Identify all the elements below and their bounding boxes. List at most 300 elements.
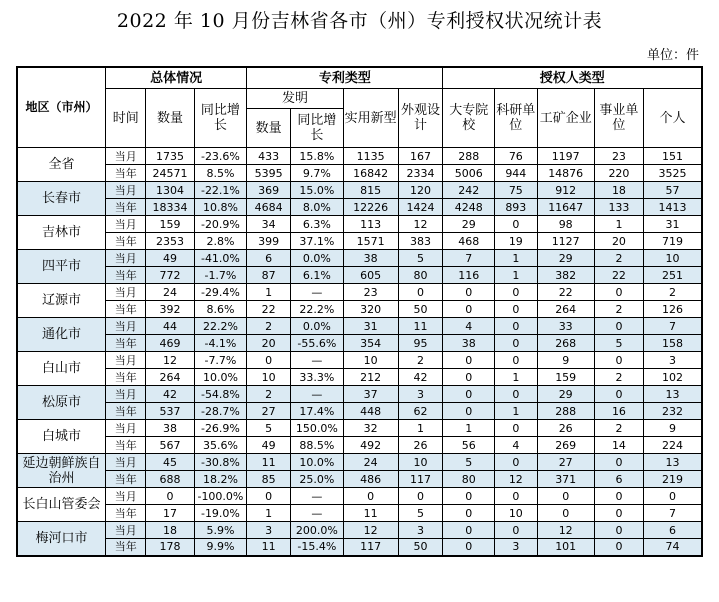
univ-cell: 0 bbox=[443, 505, 495, 522]
industry-cell: 27 bbox=[537, 454, 594, 471]
table-row bbox=[17, 165, 702, 182]
individual-cell: 10 bbox=[644, 250, 702, 267]
inv-count-cell: 20 bbox=[247, 335, 291, 352]
industry-cell: 159 bbox=[537, 369, 594, 386]
header-univ: 大专院校 bbox=[443, 89, 495, 148]
univ-cell: 0 bbox=[443, 386, 495, 403]
period-cell: 当年 bbox=[106, 505, 146, 522]
region-cell: 白城市 bbox=[17, 420, 106, 454]
header-count: 数量 bbox=[146, 89, 194, 148]
count-cell: 772 bbox=[146, 267, 194, 284]
industry-cell: 26 bbox=[537, 420, 594, 437]
public-cell: 6 bbox=[594, 471, 643, 488]
public-cell: 20 bbox=[594, 233, 643, 250]
design-cell: 95 bbox=[398, 335, 443, 352]
research-cell: 0 bbox=[495, 318, 538, 335]
period-cell: 当年 bbox=[106, 335, 146, 352]
design-cell: 12 bbox=[398, 216, 443, 233]
count-cell: 18334 bbox=[146, 199, 194, 216]
yoy-cell: -100.0% bbox=[194, 488, 247, 505]
inv-count-cell: 27 bbox=[247, 403, 291, 420]
public-cell: 1 bbox=[594, 216, 643, 233]
period-cell: 当月 bbox=[106, 284, 146, 301]
univ-cell: 0 bbox=[443, 403, 495, 420]
inv-yoy-cell: 0.0% bbox=[291, 250, 344, 267]
inv-count-cell: 5395 bbox=[247, 165, 291, 182]
univ-cell: 116 bbox=[443, 267, 495, 284]
design-cell: 2 bbox=[398, 352, 443, 369]
individual-cell: 3525 bbox=[644, 165, 702, 182]
industry-cell: 22 bbox=[537, 284, 594, 301]
research-cell: 4 bbox=[495, 437, 538, 454]
region-cell: 全省 bbox=[17, 148, 106, 182]
design-cell: 10 bbox=[398, 454, 443, 471]
header-industry: 工矿企业 bbox=[537, 89, 594, 148]
header-public: 事业单位 bbox=[594, 89, 643, 148]
research-cell: 1 bbox=[495, 369, 538, 386]
individual-cell: 219 bbox=[644, 471, 702, 488]
inv-yoy-cell: 8.0% bbox=[291, 199, 344, 216]
industry-cell: 33 bbox=[537, 318, 594, 335]
table-row bbox=[17, 199, 702, 216]
header-patent-type: 专利类型 bbox=[247, 67, 443, 89]
public-cell: 0 bbox=[594, 539, 643, 556]
public-cell: 0 bbox=[594, 522, 643, 539]
table-row bbox=[17, 522, 702, 539]
yoy-cell: -28.7% bbox=[194, 403, 247, 420]
header-inv-count: 数量 bbox=[247, 109, 291, 148]
header-inv-yoy: 同比增长 bbox=[291, 109, 344, 148]
period-cell: 当月 bbox=[106, 522, 146, 539]
inv-yoy-cell: 17.4% bbox=[291, 403, 344, 420]
header-invention: 发明 bbox=[247, 89, 343, 109]
count-cell: 42 bbox=[146, 386, 194, 403]
table-row bbox=[17, 352, 702, 369]
inv-count-cell: 0 bbox=[247, 352, 291, 369]
univ-cell: 5 bbox=[443, 454, 495, 471]
industry-cell: 29 bbox=[537, 250, 594, 267]
individual-cell: 7 bbox=[644, 318, 702, 335]
region-cell: 四平市 bbox=[17, 250, 106, 284]
utility-cell: 605 bbox=[343, 267, 398, 284]
count-cell: 24 bbox=[146, 284, 194, 301]
univ-cell: 29 bbox=[443, 216, 495, 233]
industry-cell: 268 bbox=[537, 335, 594, 352]
period-cell: 当年 bbox=[106, 301, 146, 318]
inv-count-cell: 34 bbox=[247, 216, 291, 233]
individual-cell: 158 bbox=[644, 335, 702, 352]
design-cell: 0 bbox=[398, 488, 443, 505]
inv-count-cell: 85 bbox=[247, 471, 291, 488]
inv-count-cell: 2 bbox=[247, 318, 291, 335]
individual-cell: 232 bbox=[644, 403, 702, 420]
count-cell: 45 bbox=[146, 454, 194, 471]
research-cell: 0 bbox=[495, 488, 538, 505]
inv-yoy-cell: 150.0% bbox=[291, 420, 344, 437]
count-cell: 178 bbox=[146, 539, 194, 556]
period-cell: 当年 bbox=[106, 437, 146, 454]
count-cell: 392 bbox=[146, 301, 194, 318]
individual-cell: 2 bbox=[644, 284, 702, 301]
univ-cell: 0 bbox=[443, 539, 495, 556]
utility-cell: 12 bbox=[343, 522, 398, 539]
public-cell: 220 bbox=[594, 165, 643, 182]
period-cell: 当月 bbox=[106, 250, 146, 267]
count-cell: 2353 bbox=[146, 233, 194, 250]
industry-cell: 101 bbox=[537, 539, 594, 556]
table-row bbox=[17, 318, 702, 335]
research-cell: 0 bbox=[495, 522, 538, 539]
yoy-cell: 10.0% bbox=[194, 369, 247, 386]
public-cell: 18 bbox=[594, 182, 643, 199]
univ-cell: 0 bbox=[443, 352, 495, 369]
individual-cell: 251 bbox=[644, 267, 702, 284]
univ-cell: 5006 bbox=[443, 165, 495, 182]
inv-yoy-cell: — bbox=[291, 505, 344, 522]
univ-cell: 1 bbox=[443, 420, 495, 437]
period-cell: 当年 bbox=[106, 233, 146, 250]
inv-yoy-cell: 200.0% bbox=[291, 522, 344, 539]
inv-count-cell: 11 bbox=[247, 454, 291, 471]
univ-cell: 7 bbox=[443, 250, 495, 267]
research-cell: 0 bbox=[495, 284, 538, 301]
inv-count-cell: 87 bbox=[247, 267, 291, 284]
inv-yoy-cell: 15.8% bbox=[291, 148, 344, 165]
design-cell: 117 bbox=[398, 471, 443, 488]
research-cell: 0 bbox=[495, 454, 538, 471]
utility-cell: 23 bbox=[343, 284, 398, 301]
design-cell: 3 bbox=[398, 522, 443, 539]
utility-cell: 1571 bbox=[343, 233, 398, 250]
inv-yoy-cell: 33.3% bbox=[291, 369, 344, 386]
design-cell: 62 bbox=[398, 403, 443, 420]
research-cell: 19 bbox=[495, 233, 538, 250]
period-cell: 当月 bbox=[106, 318, 146, 335]
yoy-cell: 9.9% bbox=[194, 539, 247, 556]
table-row bbox=[17, 505, 702, 522]
public-cell: 0 bbox=[594, 352, 643, 369]
research-cell: 0 bbox=[495, 301, 538, 318]
individual-cell: 719 bbox=[644, 233, 702, 250]
individual-cell: 224 bbox=[644, 437, 702, 454]
table-row bbox=[17, 216, 702, 233]
patent-stats-table bbox=[16, 66, 703, 557]
utility-cell: 10 bbox=[343, 352, 398, 369]
research-cell: 3 bbox=[495, 539, 538, 556]
inv-count-cell: 1 bbox=[247, 284, 291, 301]
yoy-cell: -23.6% bbox=[194, 148, 247, 165]
inv-count-cell: 6 bbox=[247, 250, 291, 267]
region-cell: 梅河口市 bbox=[17, 522, 106, 556]
utility-cell: 492 bbox=[343, 437, 398, 454]
design-cell: 2334 bbox=[398, 165, 443, 182]
count-cell: 567 bbox=[146, 437, 194, 454]
research-cell: 1 bbox=[495, 267, 538, 284]
inv-count-cell: 1 bbox=[247, 505, 291, 522]
period-cell: 当月 bbox=[106, 420, 146, 437]
inv-count-cell: 433 bbox=[247, 148, 291, 165]
header-individual: 个人 bbox=[644, 89, 702, 148]
header-overall: 总体情况 bbox=[106, 67, 247, 89]
count-cell: 18 bbox=[146, 522, 194, 539]
research-cell: 1 bbox=[495, 403, 538, 420]
inv-yoy-cell: 0.0% bbox=[291, 318, 344, 335]
research-cell: 0 bbox=[495, 420, 538, 437]
univ-cell: 38 bbox=[443, 335, 495, 352]
inv-yoy-cell: — bbox=[291, 488, 344, 505]
design-cell: 26 bbox=[398, 437, 443, 454]
table-row bbox=[17, 182, 702, 199]
header-utility: 实用新型 bbox=[343, 89, 398, 148]
count-cell: 17 bbox=[146, 505, 194, 522]
design-cell: 167 bbox=[398, 148, 443, 165]
design-cell: 50 bbox=[398, 301, 443, 318]
yoy-cell: 8.6% bbox=[194, 301, 247, 318]
count-cell: 12 bbox=[146, 352, 194, 369]
research-cell: 75 bbox=[495, 182, 538, 199]
page-title: 2022 年 10 月份吉林省各市（州）专利授权状况统计表 bbox=[116, 10, 603, 32]
univ-cell: 56 bbox=[443, 437, 495, 454]
design-cell: 3 bbox=[398, 386, 443, 403]
design-cell: 42 bbox=[398, 369, 443, 386]
table-row bbox=[17, 284, 702, 301]
count-cell: 49 bbox=[146, 250, 194, 267]
public-cell: 0 bbox=[594, 488, 643, 505]
region-cell: 白山市 bbox=[17, 352, 106, 386]
individual-cell: 7 bbox=[644, 505, 702, 522]
table-row bbox=[17, 369, 702, 386]
unit-label: 单位：件 bbox=[646, 48, 699, 63]
inv-yoy-cell: 22.2% bbox=[291, 301, 344, 318]
inv-yoy-cell: 10.0% bbox=[291, 454, 344, 471]
inv-yoy-cell: -55.6% bbox=[291, 335, 344, 352]
individual-cell: 1413 bbox=[644, 199, 702, 216]
univ-cell: 242 bbox=[443, 182, 495, 199]
yoy-cell: -30.8% bbox=[194, 454, 247, 471]
period-cell: 当月 bbox=[106, 182, 146, 199]
research-cell: 0 bbox=[495, 386, 538, 403]
period-cell: 当月 bbox=[106, 488, 146, 505]
research-cell: 0 bbox=[495, 216, 538, 233]
public-cell: 2 bbox=[594, 301, 643, 318]
period-cell: 当年 bbox=[106, 471, 146, 488]
utility-cell: 11 bbox=[343, 505, 398, 522]
inv-yoy-cell: 6.3% bbox=[291, 216, 344, 233]
individual-cell: 6 bbox=[644, 522, 702, 539]
univ-cell: 80 bbox=[443, 471, 495, 488]
inv-count-cell: 369 bbox=[247, 182, 291, 199]
industry-cell: 0 bbox=[537, 488, 594, 505]
industry-cell: 1127 bbox=[537, 233, 594, 250]
inv-yoy-cell: 15.0% bbox=[291, 182, 344, 199]
univ-cell: 0 bbox=[443, 284, 495, 301]
header-yoy: 同比增长 bbox=[194, 89, 247, 148]
count-cell: 44 bbox=[146, 318, 194, 335]
utility-cell: 24 bbox=[343, 454, 398, 471]
yoy-cell: -41.0% bbox=[194, 250, 247, 267]
count-cell: 537 bbox=[146, 403, 194, 420]
yoy-cell: 18.2% bbox=[194, 471, 247, 488]
industry-cell: 371 bbox=[537, 471, 594, 488]
inv-yoy-cell: 25.0% bbox=[291, 471, 344, 488]
utility-cell: 16842 bbox=[343, 165, 398, 182]
header-time: 时间 bbox=[106, 89, 146, 148]
yoy-cell: 10.8% bbox=[194, 199, 247, 216]
yoy-cell: 35.6% bbox=[194, 437, 247, 454]
univ-cell: 4 bbox=[443, 318, 495, 335]
inv-yoy-cell: -15.4% bbox=[291, 539, 344, 556]
research-cell: 10 bbox=[495, 505, 538, 522]
header-design: 外观设计 bbox=[398, 89, 443, 148]
yoy-cell: 2.8% bbox=[194, 233, 247, 250]
design-cell: 0 bbox=[398, 284, 443, 301]
count-cell: 469 bbox=[146, 335, 194, 352]
design-cell: 5 bbox=[398, 250, 443, 267]
individual-cell: 126 bbox=[644, 301, 702, 318]
utility-cell: 1135 bbox=[343, 148, 398, 165]
industry-cell: 269 bbox=[537, 437, 594, 454]
public-cell: 133 bbox=[594, 199, 643, 216]
yoy-cell: -22.1% bbox=[194, 182, 247, 199]
period-cell: 当月 bbox=[106, 352, 146, 369]
public-cell: 2 bbox=[594, 420, 643, 437]
public-cell: 5 bbox=[594, 335, 643, 352]
table-row bbox=[17, 148, 702, 165]
utility-cell: 354 bbox=[343, 335, 398, 352]
inv-count-cell: 49 bbox=[247, 437, 291, 454]
univ-cell: 468 bbox=[443, 233, 495, 250]
research-cell: 0 bbox=[495, 352, 538, 369]
period-cell: 当年 bbox=[106, 539, 146, 556]
design-cell: 1424 bbox=[398, 199, 443, 216]
design-cell: 11 bbox=[398, 318, 443, 335]
region-cell: 辽源市 bbox=[17, 284, 106, 318]
univ-cell: 0 bbox=[443, 301, 495, 318]
period-cell: 当月 bbox=[106, 216, 146, 233]
industry-cell: 264 bbox=[537, 301, 594, 318]
region-cell: 长白山管委会 bbox=[17, 488, 106, 522]
table-row bbox=[17, 335, 702, 352]
header-region: 地区（市州） bbox=[17, 67, 106, 148]
period-cell: 当年 bbox=[106, 267, 146, 284]
inv-count-cell: 22 bbox=[247, 301, 291, 318]
public-cell: 0 bbox=[594, 318, 643, 335]
industry-cell: 9 bbox=[537, 352, 594, 369]
inv-count-cell: 4684 bbox=[247, 199, 291, 216]
research-cell: 1 bbox=[495, 250, 538, 267]
utility-cell: 113 bbox=[343, 216, 398, 233]
public-cell: 0 bbox=[594, 284, 643, 301]
count-cell: 688 bbox=[146, 471, 194, 488]
count-cell: 159 bbox=[146, 216, 194, 233]
period-cell: 当月 bbox=[106, 386, 146, 403]
count-cell: 1735 bbox=[146, 148, 194, 165]
yoy-cell: -4.1% bbox=[194, 335, 247, 352]
individual-cell: 13 bbox=[644, 454, 702, 471]
yoy-cell: 8.5% bbox=[194, 165, 247, 182]
industry-cell: 29 bbox=[537, 386, 594, 403]
individual-cell: 74 bbox=[644, 539, 702, 556]
public-cell: 0 bbox=[594, 454, 643, 471]
header-grantee-type: 授权人类型 bbox=[443, 67, 702, 89]
utility-cell: 117 bbox=[343, 539, 398, 556]
inv-count-cell: 399 bbox=[247, 233, 291, 250]
utility-cell: 37 bbox=[343, 386, 398, 403]
industry-cell: 0 bbox=[537, 505, 594, 522]
count-cell: 0 bbox=[146, 488, 194, 505]
table-row bbox=[17, 488, 702, 505]
period-cell: 当年 bbox=[106, 199, 146, 216]
univ-cell: 0 bbox=[443, 522, 495, 539]
individual-cell: 151 bbox=[644, 148, 702, 165]
industry-cell: 12 bbox=[537, 522, 594, 539]
table-row bbox=[17, 420, 702, 437]
utility-cell: 486 bbox=[343, 471, 398, 488]
public-cell: 2 bbox=[594, 369, 643, 386]
period-cell: 当年 bbox=[106, 165, 146, 182]
utility-cell: 32 bbox=[343, 420, 398, 437]
inv-yoy-cell: 37.1% bbox=[291, 233, 344, 250]
industry-cell: 11647 bbox=[537, 199, 594, 216]
public-cell: 23 bbox=[594, 148, 643, 165]
univ-cell: 288 bbox=[443, 148, 495, 165]
period-cell: 当年 bbox=[106, 369, 146, 386]
research-cell: 944 bbox=[495, 165, 538, 182]
utility-cell: 448 bbox=[343, 403, 398, 420]
table-row bbox=[17, 267, 702, 284]
inv-yoy-cell: 6.1% bbox=[291, 267, 344, 284]
individual-cell: 102 bbox=[644, 369, 702, 386]
public-cell: 2 bbox=[594, 250, 643, 267]
inv-count-cell: 5 bbox=[247, 420, 291, 437]
period-cell: 当年 bbox=[106, 403, 146, 420]
industry-cell: 382 bbox=[537, 267, 594, 284]
inv-count-cell: 10 bbox=[247, 369, 291, 386]
design-cell: 383 bbox=[398, 233, 443, 250]
table-row bbox=[17, 403, 702, 420]
utility-cell: 320 bbox=[343, 301, 398, 318]
public-cell: 22 bbox=[594, 267, 643, 284]
inv-count-cell: 0 bbox=[247, 488, 291, 505]
table-row bbox=[17, 539, 702, 556]
research-cell: 12 bbox=[495, 471, 538, 488]
table-row bbox=[17, 386, 702, 403]
individual-cell: 0 bbox=[644, 488, 702, 505]
count-cell: 24571 bbox=[146, 165, 194, 182]
public-cell: 16 bbox=[594, 403, 643, 420]
univ-cell: 0 bbox=[443, 369, 495, 386]
individual-cell: 31 bbox=[644, 216, 702, 233]
table-row bbox=[17, 233, 702, 250]
region-cell: 吉林市 bbox=[17, 216, 106, 250]
period-cell: 当月 bbox=[106, 454, 146, 471]
design-cell: 5 bbox=[398, 505, 443, 522]
public-cell: 0 bbox=[594, 505, 643, 522]
count-cell: 264 bbox=[146, 369, 194, 386]
yoy-cell: -26.9% bbox=[194, 420, 247, 437]
utility-cell: 38 bbox=[343, 250, 398, 267]
yoy-cell: -1.7% bbox=[194, 267, 247, 284]
industry-cell: 1197 bbox=[537, 148, 594, 165]
inv-count-cell: 2 bbox=[247, 386, 291, 403]
design-cell: 120 bbox=[398, 182, 443, 199]
industry-cell: 288 bbox=[537, 403, 594, 420]
table-row bbox=[17, 471, 702, 488]
industry-cell: 98 bbox=[537, 216, 594, 233]
inv-yoy-cell: — bbox=[291, 284, 344, 301]
region-cell: 松原市 bbox=[17, 386, 106, 420]
period-cell: 当月 bbox=[106, 148, 146, 165]
